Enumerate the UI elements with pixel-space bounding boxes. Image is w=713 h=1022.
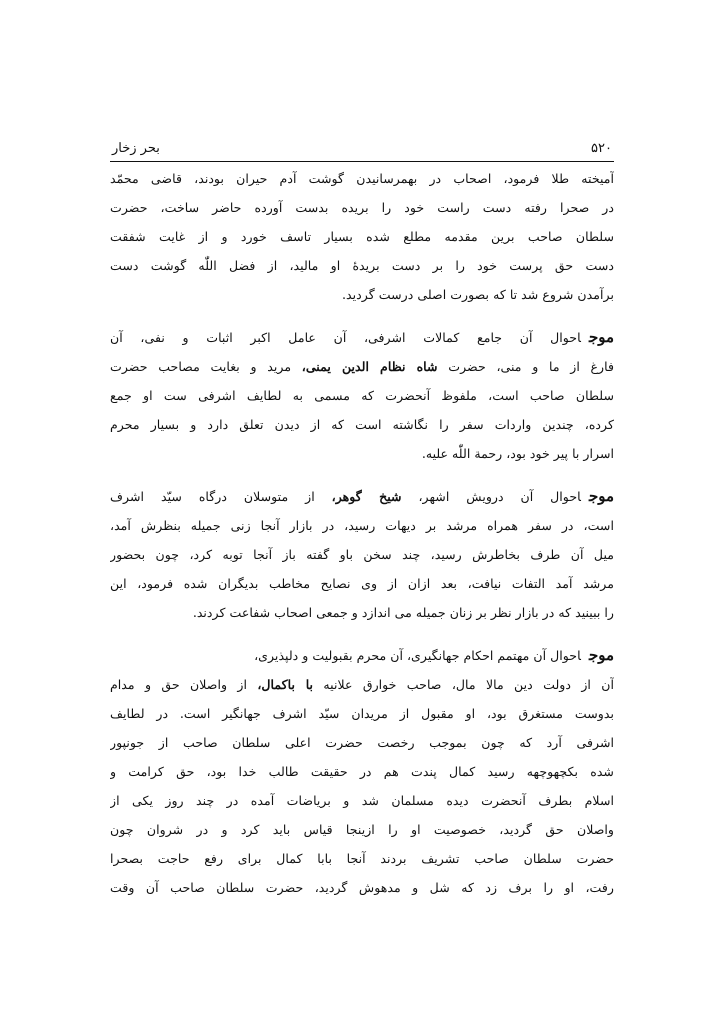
text-line (110, 670, 614, 699)
paragraph-1 (110, 164, 614, 309)
text-run: فارغ از ما و منی، حضرت (437, 359, 614, 374)
text-line: برآمدن شروع شد تا که بصورت اصلی درست گردید. (342, 287, 614, 302)
book-title: بحر زخار (112, 141, 160, 156)
text-run: از واصلان حق و مدام (110, 677, 258, 692)
person-name: شیخ گوهر، (331, 489, 402, 504)
body-text (110, 164, 614, 902)
text-line: حضرت سلطان صاحب تشریف بردند آنجا بابا کمال برای رفع حاجت بصحرا (110, 851, 614, 866)
text-line: اسرار با پیر خود بود، رحمة اللّٰه علیه. (421, 446, 614, 461)
text-run: مرید و بغایت مصاحب حضرت (110, 359, 302, 374)
text-line: واصلان حق گردید، خصوصیت او را ازینجا قیاس باید کرد و در شروان چون (110, 822, 614, 837)
document-page (110, 140, 614, 902)
text-line: کرده، چندین واردات سفر را نگاشته است که از دیدن تعلق دارد و بسیار محرم (110, 417, 614, 432)
text-line: مرشد آمد التفات نیافت، بعد ازان از وی نصایح مخاطب بدیگران شده فرمود، این (110, 576, 614, 591)
paragraph-4 (110, 641, 614, 902)
text-line: را ببینید که در بازار نظر بر زنان جمیله می اندازد و جمعی اصحاب شفاعت کردند. (192, 605, 614, 620)
text-run: احوال آن درویش اشهر، (401, 489, 581, 504)
running-header (110, 140, 614, 162)
text-line: سلطان صاحب است، ملفوظ آنحضرت که مسمی به لطایف اشرفی ست او جمع (110, 388, 614, 403)
text-line: دست حق پرست خود را بر دست بریدهٔ او مالید، از فضل اللّٰه گوشت دست (110, 258, 614, 273)
text-line: شده بکچهوچهه رسید کمال پندت هم در حقیقت طالب خدا بود، حق کرامت و (110, 764, 614, 779)
text-run: احوال آن جامع کمالات اشرفی، آن عامل اکبر اثبات و نفی، آن (110, 330, 581, 345)
text-line (110, 323, 614, 352)
text-run: آن از دولت دین مالا مال، صاحب خوارق علانیه (313, 677, 614, 692)
text-line: اسلام بطرف آنحضرت دیده مسلمان شد و بریاضات آمده در چند روز یکی از (110, 793, 614, 808)
text-line: آمیخته طلا فرمود، اصحاب در بهمرسانیدن گوشت آدم حیران بودند، قاضی محمّد (110, 171, 614, 186)
text-run: از متوسلان درگاه سیّد اشرف (110, 489, 332, 504)
section-marker: موج (588, 328, 614, 346)
section-marker: موج (588, 487, 614, 505)
section-marker: موج (588, 646, 614, 664)
text-line: بدوست مستغرق بود، او مقبول از مریدان سیّد اشرف جهانگیر است. در لطایف (110, 706, 614, 721)
text-line: میل آن طرف بخاطرش رسید، چند سخن باو گفته باز آنجا توبه کرد، چون بحضور (110, 547, 614, 562)
text-run: احوال آن مهتمم احکام جهانگیری، آن محرم بقبولیت و دلپذیری، (254, 648, 581, 663)
text-line: سلطان صاحب برین مقدمه مطلع شده بسیار تاسف خورد و از غایت شفقت (110, 229, 614, 244)
page-number: ۵۲۰ (591, 141, 612, 156)
text-line: رفت، او را برف زد که شل و مدهوش گردید، حضرت سلطان صاحب آن وقت (110, 880, 614, 895)
text-line: است، در سفر همراه مرشد بر دیهات رسید، در بازار آنجا زنی جمیله بنظرش آمد، (110, 518, 614, 533)
text-line: اشرفی آرد که چون بموجب رخصت حضرت اعلی سلطان صاحب از جونپور (110, 735, 614, 750)
paragraph-2 (110, 323, 614, 468)
text-line: در صحرا رفته دست راست خود را بریده بدست آورده حاضر ساخت، حضرت (110, 200, 614, 215)
person-name: شاه نظام الدین یمنی، (301, 359, 438, 374)
text-line (110, 352, 614, 381)
person-name: با باکمال، (257, 677, 314, 692)
paragraph-3 (110, 482, 614, 627)
text-line (110, 641, 614, 670)
text-line (110, 482, 614, 511)
